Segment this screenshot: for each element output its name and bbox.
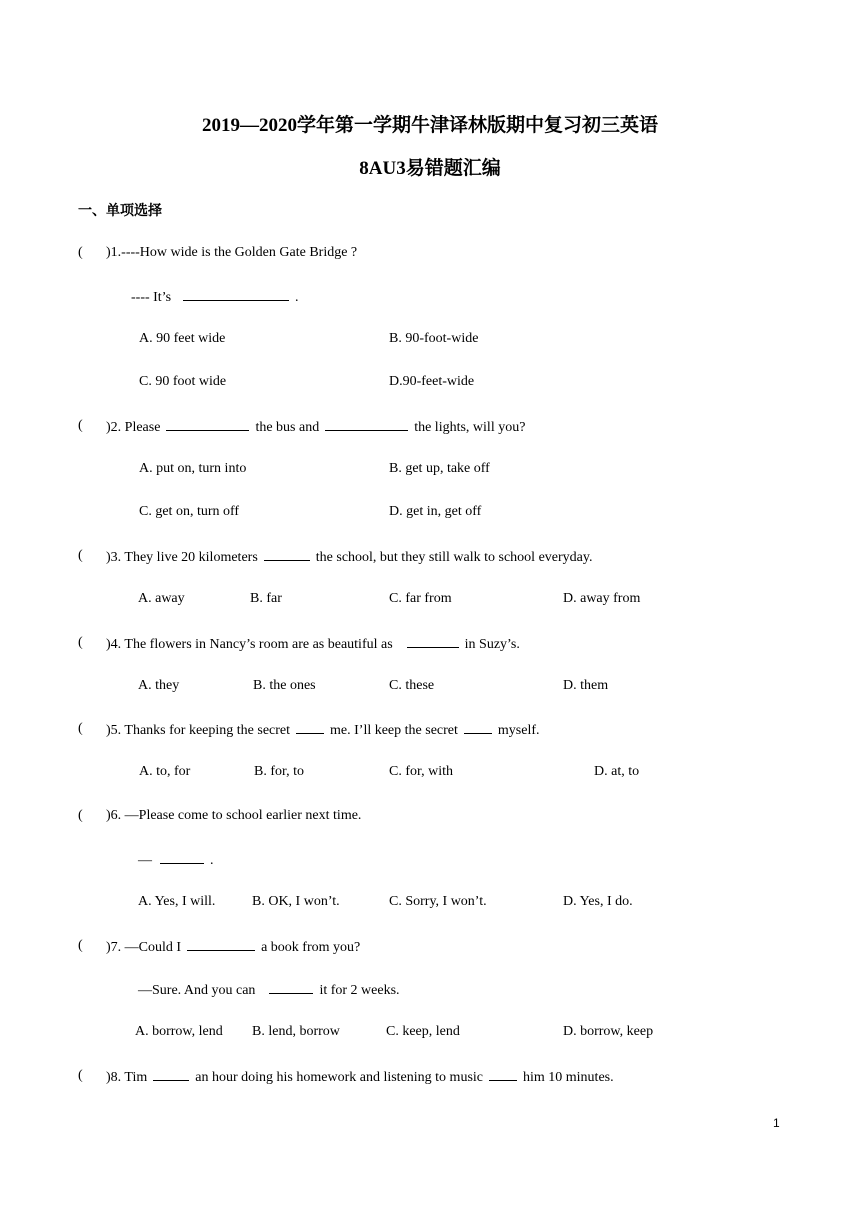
question-text: me. I’ll keep the secret bbox=[330, 723, 458, 738]
question-3 bbox=[106, 548, 592, 566]
answer-paren: ( bbox=[78, 1068, 83, 1083]
question-6 bbox=[106, 808, 361, 824]
option-c: C. for, with bbox=[389, 764, 453, 779]
question-8 bbox=[106, 1068, 614, 1086]
option-c: C. 90 foot wide bbox=[139, 374, 227, 389]
option-b: B. OK, I won’t. bbox=[252, 894, 340, 909]
answer-blank bbox=[269, 981, 313, 994]
answer-paren: ( bbox=[78, 548, 83, 563]
answer-paren: ( bbox=[78, 808, 83, 823]
option-a: A. put on, turn into bbox=[139, 461, 247, 476]
reply-text: —Sure. And you can bbox=[138, 983, 256, 998]
question-text: a book from you? bbox=[261, 940, 361, 955]
option-a: A. away bbox=[138, 591, 185, 606]
question-text: the lights, will you? bbox=[414, 420, 526, 435]
question-6-reply bbox=[138, 851, 214, 869]
answer-paren: ( bbox=[78, 245, 83, 260]
option-c: C. far from bbox=[389, 591, 452, 606]
answer-blank bbox=[160, 851, 204, 864]
answer-blank bbox=[153, 1068, 189, 1081]
question-text: )6. —Please come to school earlier next time. bbox=[106, 808, 362, 823]
option-d: D. Yes, I do. bbox=[563, 894, 633, 909]
option-a: A. Yes, I will. bbox=[138, 894, 216, 909]
section-heading: 一、单项选择 bbox=[78, 203, 162, 219]
option-a: A. 90 feet wide bbox=[139, 331, 226, 346]
document-subtitle: 8AU3易错题汇编 bbox=[359, 158, 501, 179]
option-b: B. 90-foot-wide bbox=[389, 331, 479, 346]
answer-blank bbox=[407, 635, 459, 648]
question-text: )7. —Could I bbox=[106, 940, 182, 955]
reply-text: it for 2 weeks. bbox=[319, 983, 400, 998]
question-7 bbox=[106, 938, 360, 956]
option-c: C. get on, turn off bbox=[139, 504, 240, 519]
answer-paren: ( bbox=[78, 721, 83, 736]
option-d: D. them bbox=[563, 678, 609, 693]
option-d: D.90-feet-wide bbox=[389, 374, 475, 389]
question-text: an hour doing his homework and listening to music bbox=[195, 1070, 483, 1085]
question-5 bbox=[106, 721, 540, 739]
page-number: 1 bbox=[773, 1116, 780, 1130]
question-text: )4. The flowers in Nancy’s room are as beautiful as bbox=[106, 637, 393, 652]
answer-blank bbox=[296, 721, 324, 734]
answer-blank bbox=[264, 548, 310, 561]
option-c: C. keep, lend bbox=[386, 1024, 460, 1039]
option-a: A. they bbox=[138, 678, 180, 693]
option-a: A. borrow, lend bbox=[135, 1024, 223, 1039]
option-a: A. to, for bbox=[139, 764, 191, 779]
answer-blank bbox=[325, 418, 408, 431]
option-b: B. the ones bbox=[253, 678, 316, 693]
question-text: )3. They live 20 kilometers bbox=[106, 550, 258, 565]
question-7-reply bbox=[138, 981, 400, 999]
question-2 bbox=[106, 418, 525, 436]
answer-blank bbox=[464, 721, 492, 734]
option-d: D. get in, get off bbox=[389, 504, 482, 519]
question-text: the school, but they still walk to school everyday. bbox=[315, 550, 593, 565]
option-b: B. for, to bbox=[254, 764, 304, 779]
answer-blank bbox=[166, 418, 249, 431]
question-text: the bus and bbox=[255, 420, 320, 435]
question-text: him 10 minutes. bbox=[523, 1070, 614, 1085]
answer-paren: ( bbox=[78, 635, 83, 650]
question-text: )1.----How wide is the Golden Gate Bridge ? bbox=[106, 245, 358, 260]
reply-text: . bbox=[210, 853, 214, 868]
option-c: C. these bbox=[389, 678, 435, 693]
answer-paren: ( bbox=[78, 938, 83, 953]
reply-text: — bbox=[138, 853, 152, 868]
question-text: )5. Thanks for keeping the secret bbox=[106, 723, 291, 738]
reply-text: ---- It’s bbox=[131, 290, 172, 305]
option-b: B. lend, borrow bbox=[252, 1024, 340, 1039]
option-d: D. at, to bbox=[594, 764, 640, 779]
option-d: D. borrow, keep bbox=[563, 1024, 654, 1039]
option-c: C. Sorry, I won’t. bbox=[389, 894, 487, 909]
option-d: D. away from bbox=[563, 591, 641, 606]
answer-blank bbox=[187, 938, 255, 951]
question-text: myself. bbox=[497, 723, 540, 738]
option-b: B. get up, take off bbox=[389, 461, 490, 476]
question-text: )8. Tim bbox=[106, 1070, 148, 1085]
answer-blank bbox=[183, 288, 289, 301]
answer-paren: ( bbox=[78, 418, 83, 433]
answer-blank bbox=[489, 1068, 517, 1081]
question-text: )2. Please bbox=[106, 420, 161, 435]
question-4 bbox=[106, 635, 520, 653]
reply-text: . bbox=[295, 290, 299, 305]
question-1-reply bbox=[131, 288, 299, 306]
question-text: in Suzy’s. bbox=[464, 637, 520, 652]
document-title: 2019—2020学年第一学期牛津译林版期中复习初三英语 bbox=[201, 115, 658, 136]
option-b: B. far bbox=[250, 591, 282, 606]
question-1 bbox=[106, 245, 357, 261]
